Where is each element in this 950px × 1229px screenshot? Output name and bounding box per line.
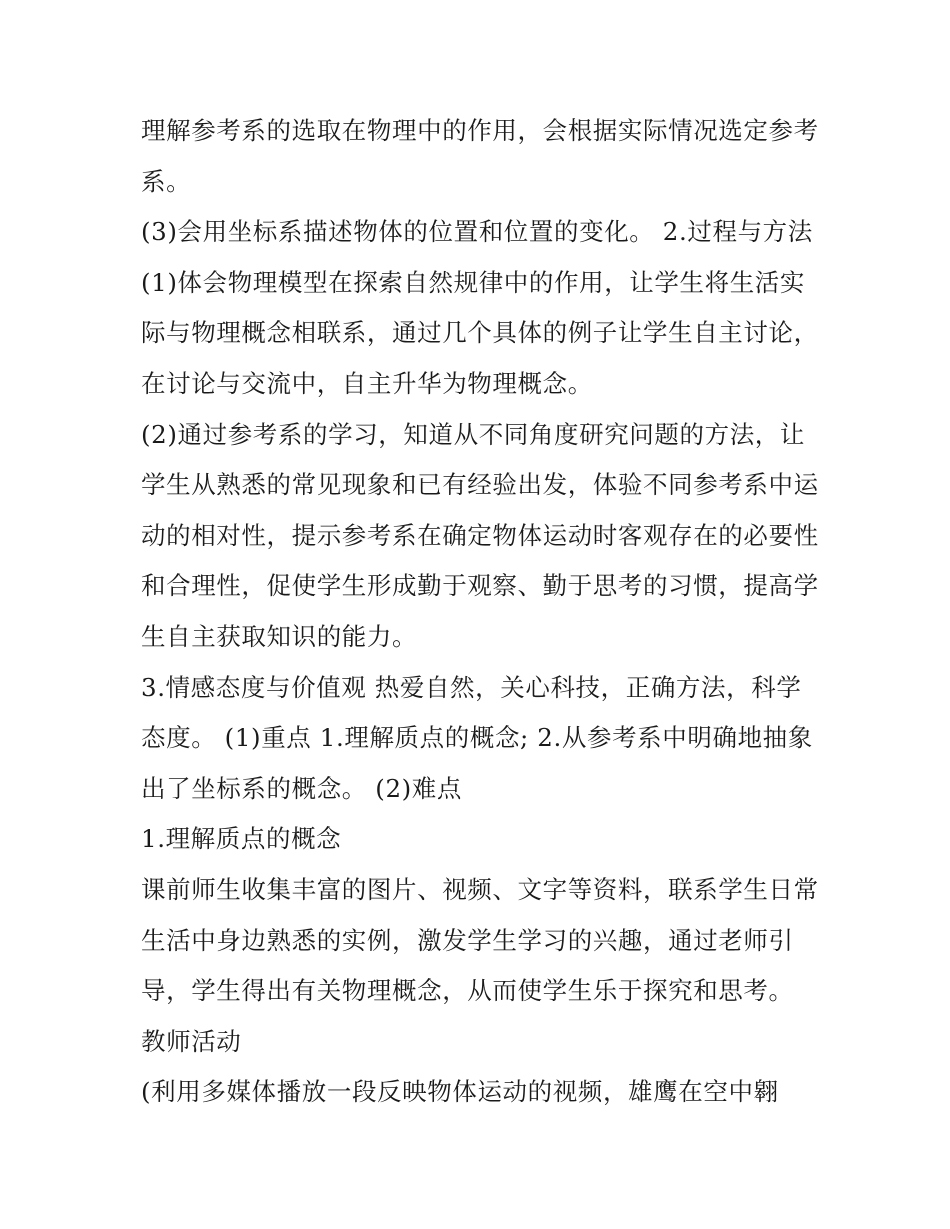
paragraph-reference-frame-study: (2)通过参考系的学习，知道从不同角度研究问题的方法，让学生从熟悉的常见现象和已有经验出发，体验不同参考系中运动的相对性，提示参考系在确定物体运动时客观存在的必要性和合理性，促使学生形成勤于观察、勤于思考的习惯，提高学生自主获取知识的能力。 <box>141 419 819 651</box>
paragraph-coordinate-system-goal: (3)会用坐标系描述物体的位置和位置的变化。 2.过程与方法 <box>141 217 813 247</box>
paragraph-preparation: 课前师生收集丰富的图片、视频、文字等资料，联系学生日常生活中身边熟悉的实例，激发学生学习的兴趣，通过老师引导，学生得出有关物理概念，从而使学生乐于探究和思考。 <box>141 874 819 1006</box>
document-body <box>141 106 821 1118</box>
paragraph-physics-model: (1)体会物理模型在探索自然规律中的作用，让学生将生活实际与物理概念相联系，通过几个具体的例子让学生自主讨论，在讨论与交流中，自主升华为物理概念。 <box>141 267 819 398</box>
paragraph-reference-frame-goal: 理解参考系的选取在物理中的作用，会根据实际情况选定参考系。 <box>141 116 819 196</box>
paragraph-attitude-values: 3.情感态度与价值观 热爱自然，关心科技，正确方法，科学态度。 (1)重点 1.理解质点的概念; 2.从参考系中明确地抽象出了坐标系的概念。 (2)难点 <box>141 672 813 803</box>
paragraph-teacher-activity-heading: 教师活动 <box>141 1026 242 1056</box>
paragraph-difficulty-item: 1.理解质点的概念 <box>141 824 342 854</box>
paragraph-multimedia-video: (利用多媒体播放一段反映物体运动的视频，雄鹰在空中翱 <box>141 1077 779 1107</box>
